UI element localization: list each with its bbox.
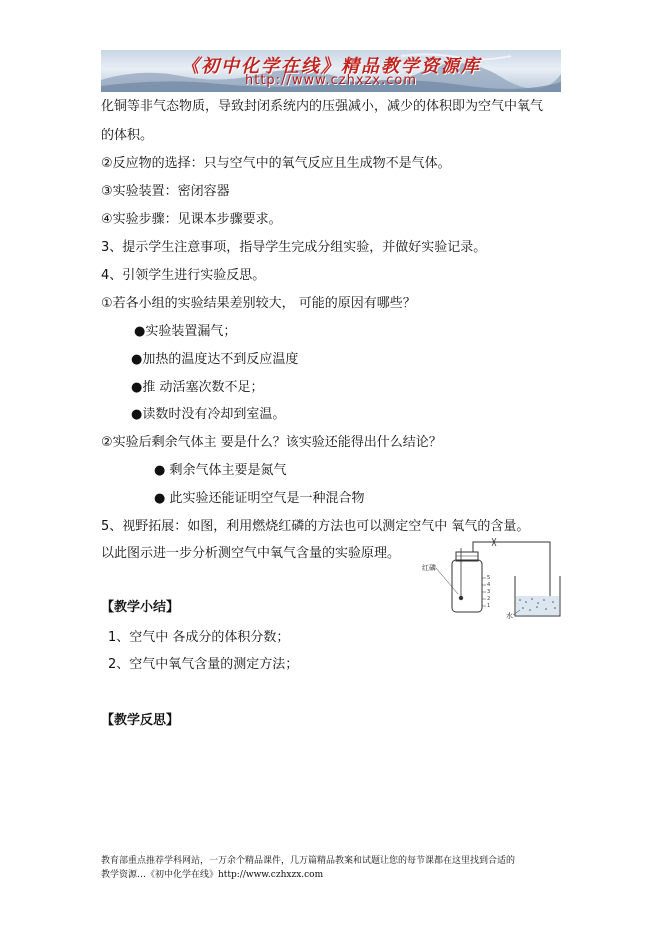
- banner-url[interactable]: http://www.czhxzx.com: [245, 73, 417, 88]
- footer-link[interactable]: 教学资源…《初中化学在线》http://www.czhxzx.com: [101, 870, 324, 880]
- apparatus-diagram: [420, 538, 565, 626]
- expand-line: 5、视野拓展：如图，利用燃烧红磷的方法也可以测定空气中 氧气的含量。: [101, 519, 530, 534]
- reason-item: ●加热的温度达不到反应温度: [131, 352, 299, 367]
- paragraph-line: 4、引领学生进行实验反思。: [101, 268, 266, 283]
- scale-label: 2: [487, 596, 491, 602]
- header-banner: [101, 50, 561, 92]
- water-fill: [516, 596, 559, 615]
- scale-label: 1: [487, 603, 491, 609]
- paragraph-line: ②反应物的选择：只与空气中的氧气反应且生成物不是气体。: [101, 156, 451, 171]
- paragraph-line: 3、提示学生注意事项，指导学生完成分组实验，并做好实验记录。: [101, 240, 487, 255]
- phosphorus-dot: [459, 596, 463, 600]
- label-water: 水: [506, 612, 513, 620]
- answer-item: ● 此实验还能证明空气是一种混合物: [154, 491, 365, 506]
- label-phosphorus: 红磷: [422, 564, 436, 572]
- reflection-heading: 【教学反思】: [101, 713, 180, 728]
- summary-item: 1、空气中 各成分的体积分数；: [108, 630, 290, 645]
- paragraph-line: ③实验装置：密闭容器: [101, 184, 230, 199]
- banner-title: 《初中化学在线》精品教学资源库: [181, 56, 481, 77]
- reason-item: ●推 动活塞次数不足；: [131, 380, 264, 395]
- scale-label: 3: [487, 589, 491, 595]
- reason-item: ●读数时没有冷却到室温。: [131, 407, 286, 422]
- paragraph-line: 的体积。: [101, 128, 154, 143]
- expand-line: 以此图示进一步分析测空气中氧气含量的实验原理。: [101, 546, 401, 561]
- answer-item: ● 剩余气体主要是氮气: [154, 463, 287, 478]
- summary-item: 2、空气中氧气含量的测定方法；: [108, 657, 299, 672]
- connecting-tube: [473, 542, 550, 598]
- paragraph-line: ④实验步骤：见课本步骤要求。: [101, 212, 282, 227]
- summary-heading: 【教学小结】: [101, 600, 180, 615]
- scale-label: 4: [487, 582, 491, 588]
- question-line: ②实验后剩余气体主 要是什么？该实验还能得出什么结论？: [101, 435, 442, 450]
- paragraph-line: 化铜等非气态物质，导致封闭系统内的压强减小，减少的体积即为空气中氧气: [101, 99, 544, 114]
- reason-item: ●实验装置漏气；: [134, 324, 237, 339]
- bottle-shape: [452, 560, 482, 612]
- footer-line: 教育部重点推荐学科网站，一万余个精品课件，几万篇精品教案和试题让您的每节课都在这里找到合适的: [101, 856, 516, 866]
- paragraph-line: ①若各小组的实验结果差别较大， 可能的原因有哪些？: [101, 296, 416, 311]
- scale-label: 5: [487, 575, 491, 581]
